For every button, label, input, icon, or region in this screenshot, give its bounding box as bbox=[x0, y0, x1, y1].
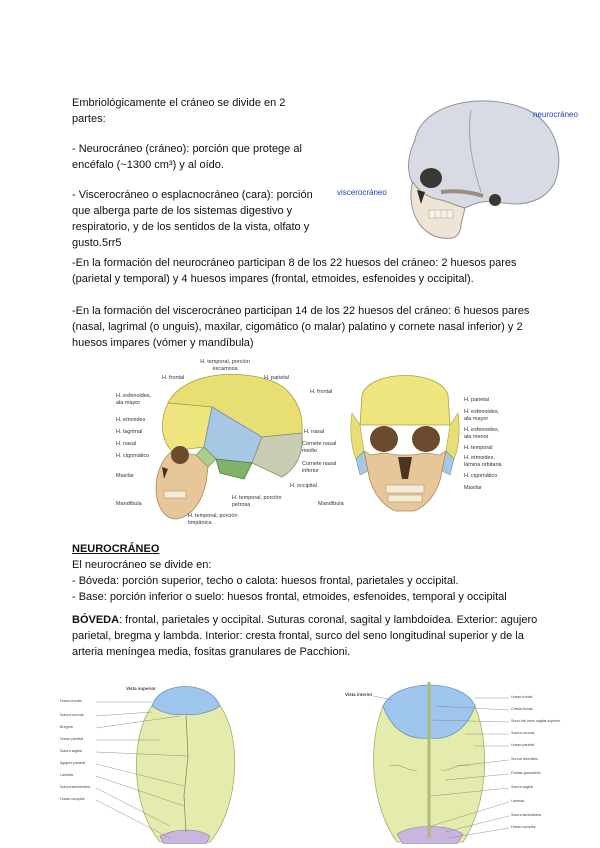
front-label-temporal: H. temporal bbox=[464, 445, 493, 451]
vault-ext-label-4: Sutura sagital bbox=[60, 749, 82, 753]
lateral-label-occipital: H. occipital bbox=[290, 483, 317, 489]
vault-interior-illustration bbox=[345, 676, 590, 844]
lateral-colored-skull-figure bbox=[112, 355, 325, 530]
formation-neurocraneo: -En la formación del neurocráneo participan 8 de los 22 huesos del cráneo: 2 huesos pares (parietal y temporal) y 4 huesos impares (frontal, etmoides, esfenoides y occipital). bbox=[72, 257, 517, 285]
lateral-label-mandibula: Mandíbula bbox=[116, 501, 142, 507]
skull-lateral-figure bbox=[333, 92, 588, 242]
lateral-label-cigomatico: H. cigomático bbox=[116, 453, 150, 459]
boveda-paragraph bbox=[72, 612, 542, 660]
vault-ext-label-5: Agujero parietal bbox=[60, 761, 86, 765]
front-label-cigomatico: H. cigomático bbox=[464, 473, 498, 479]
boveda-heading: BÓVEDA bbox=[72, 614, 120, 626]
intro-paragraph-3: - Viscerocráneo o esplacnocráneo (cara): porción que alberga parte de los sistemas digestivo y respiratorio, y de los sentidos de la vista, olfato y gusto.5rr5 bbox=[72, 189, 313, 249]
front-label-frontal: H. frontal bbox=[310, 389, 333, 395]
lateral-label-etmoides: H. etmoides bbox=[116, 417, 146, 423]
front-label-nasal: H. nasal bbox=[304, 429, 325, 435]
vault-int-label-4: Hueso parietal bbox=[511, 743, 535, 747]
neurocraneo-heading: NEUROCRÁNEO bbox=[72, 543, 160, 555]
formation-viscerocraneo: -En la formación del viscerocráneo participan 14 de los 22 huesos del cráneo: 6 huesos pares (nasal, lagrimal (o unguis), maxilar, cigomático (o malar) palatino y cornete nasal inferior) y 2 huesos impares (vómer y mandíbula) bbox=[72, 305, 530, 349]
lateral-colored-skull bbox=[112, 355, 325, 530]
vault-exterior-illustration bbox=[60, 676, 260, 844]
front-label-parietal: H. parietal bbox=[464, 397, 490, 403]
lateral-label-lagrimal: H. lagrimal bbox=[116, 429, 143, 435]
front-label-mandibula: Mandíbula bbox=[318, 501, 344, 507]
vault-ext-label-6: Lambda bbox=[60, 773, 73, 777]
vault-int-label-2: Surco del seno sagital superior bbox=[511, 719, 561, 723]
front-label-maxilar: Maxilar bbox=[464, 485, 482, 491]
front-label-cornete-medio: Cornete nasal medio bbox=[302, 441, 337, 454]
intro-paragraph-1: Embriológicamente el cráneo se divide en 2 partes: bbox=[72, 97, 286, 125]
viscerocraneo-label: viscerocráneo bbox=[337, 188, 387, 197]
front-label-esfenoides-menor: H. esfenoides, ala menor bbox=[464, 427, 500, 440]
vault-ext-label-2: Bregma bbox=[60, 725, 73, 729]
vault-ext-label-3: Hueso parietal bbox=[60, 737, 84, 741]
vault-ext-label-7: Sutura lambdoidea bbox=[60, 785, 91, 789]
intro-block bbox=[72, 95, 322, 251]
vault-ext-label-8: Hueso occipital bbox=[60, 797, 85, 801]
vault-int-label-3: Sutura coronal bbox=[511, 731, 535, 735]
vault-int-label-7: Sutura sagital bbox=[511, 785, 533, 789]
vault-interior-figure bbox=[345, 676, 590, 844]
vault-ext-label-1: Sutura coronal bbox=[60, 713, 84, 717]
lateral-label-esfenoides: H. esfenoides, ala mayor bbox=[116, 393, 152, 406]
lateral-label-petrosa: H. temporal, porción petrosa bbox=[232, 495, 282, 508]
lateral-label-parietal: H. parietal bbox=[264, 375, 290, 381]
neurocraneo-label: neurocráneo bbox=[533, 110, 578, 119]
vault-int-label-0: Hueso frontal bbox=[511, 695, 533, 699]
neurocraneo-base: - Base: porción inferior o suelo: huesos frontal, etmoides, esfenoides, temporal y occipital bbox=[72, 591, 507, 603]
vault-ext-title: Vista superior bbox=[126, 686, 156, 691]
lateral-label-nasal: H. nasal bbox=[116, 441, 137, 447]
vault-int-label-8: Lambda bbox=[511, 799, 524, 803]
boveda-section bbox=[72, 612, 542, 660]
vault-int-label-5: Surcos arteriales bbox=[511, 757, 538, 761]
vault-int-label-9: Sutura lambdoidea bbox=[511, 813, 542, 817]
vault-exterior-figure bbox=[60, 676, 260, 844]
neurocraneo-section bbox=[72, 541, 542, 605]
front-label-esfenoides-mayor: H. esfenoides, ala mayor bbox=[464, 409, 500, 422]
lateral-label-frontal: H. frontal bbox=[162, 375, 185, 381]
boveda-text: : frontal, parietales y occipital. Suturas coronal, sagital y lambdoidea. Exterior: agujero parietal, bregma y lambda. Interior: cresta frontal, surco del seno longitudinal superior y de la arteria meníngea media, fositas granulares de Pacchioni. bbox=[72, 614, 538, 658]
front-label-etmoides: H. etmoides, lámina orbitaria bbox=[464, 455, 502, 468]
intro-paragraph-2: - Neurocráneo (cráneo): porción que protege al encéfalo (~1300 cm³) y al oído. bbox=[72, 143, 302, 171]
formation-block bbox=[72, 255, 532, 351]
vault-int-label-1: Cresta frontal bbox=[511, 707, 533, 711]
lateral-label-maxilar: Maxilar bbox=[116, 473, 134, 479]
vault-int-label-6: Fositas granulares bbox=[511, 771, 541, 775]
lateral-label-temporal-escamosa: H. temporal, porción escamosa bbox=[200, 359, 250, 372]
frontal-colored-skull-figure bbox=[300, 355, 510, 530]
vault-int-label-10: Hueso occipital bbox=[511, 825, 536, 829]
neurocraneo-boveda: - Bóveda: porción superior, techo o calota: huesos frontal, parietales y occipital. bbox=[72, 575, 459, 587]
vault-int-title: Vista interior bbox=[345, 692, 373, 697]
front-label-cornete-inferior: Cornete nasal inferior bbox=[302, 461, 337, 474]
vault-ext-label-0: Hueso frontal bbox=[60, 699, 82, 703]
neurocraneo-intro: El neurocráneo se divide en: bbox=[72, 559, 212, 571]
lateral-label-timpanica: H. temporal, porción timpánica bbox=[188, 513, 238, 526]
